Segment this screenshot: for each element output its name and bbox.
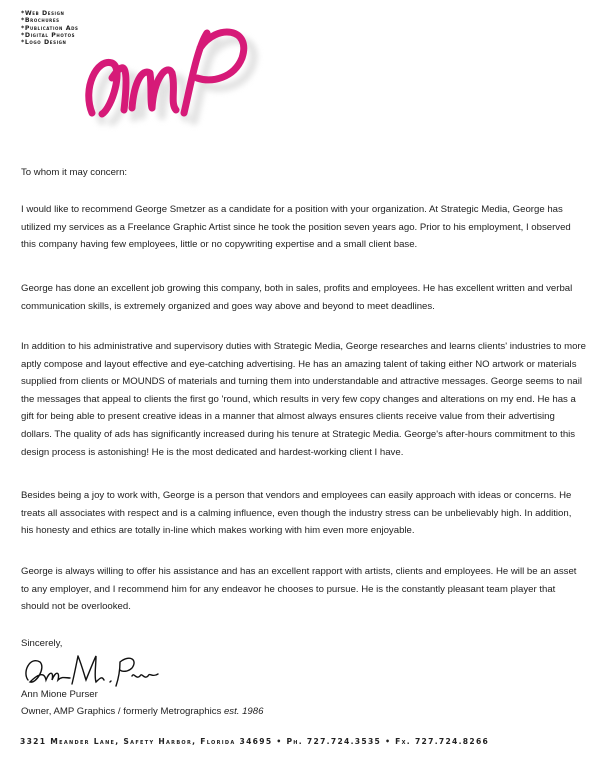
paragraph-closing-remarks: George is always willing to offer his assistance and has an excellent rapport with artists, clients and employees. He will be an asset to any employer, and I recommend him for any endeavor he chooses to pursue. He is the constantly pleasant team player that should not be overlooked. <box>21 566 577 613</box>
paragraph-recommendation: I would like to recommend George Smetzer as a candidate for a position with your organization. At Strategic Media, George has utilized my services as a Freelance Graphic Artist since he took the position seven years ago. Prior to his employment, I observed this company having few employees, little or no copywriting expertise and a small client base. <box>21 204 571 251</box>
signer-title: Owner, AMP Graphics / formerly Metrographics est. 1986 <box>21 706 264 717</box>
footer-address: 3321 Meander Lane, Safety Harbor, Florida 34695 • Ph. 727.724.3535 • Fx. 727.724.8266 <box>20 737 490 746</box>
signer-name: Ann Mione Purser <box>21 689 98 700</box>
services-list <box>21 10 79 46</box>
paragraph-character: Besides being a joy to work with, George is a person that vendors and employees can easily approach with ideas or concerns. He treats all associates with respect and is a calming influence, even though the industry stress can be unbelievably high. In addition, his honesty and ethics are totally in-line which makes working with him even more enjoyable. <box>21 490 572 537</box>
amp-logo <box>72 18 272 133</box>
signature <box>20 650 160 692</box>
closing: Sincerely, <box>21 638 63 649</box>
service-item: *Web Design <box>21 10 65 17</box>
paragraph-duties: In addition to his administrative and supervisory duties with Strategic Media, George researches and learns clients' industries to more aptly compose and layout effective and eye-catching advertising. He has an amazing talent of taking either NO artwork or materials supplied from clients or MOUNDS of materials and turning them into understandable and attractive messages. George seems to nail the messages that appeal to clients the first go 'round, which results in very few copy changes and alterations on my end. He has a gift for being able to present creative ideas in a manner that almost always ensures clients receive value from their advertising dollars. The quality of ads has significantly increased during his tenure at Strategic Media. George's after-hours commitment to this design process is astonishing! He is the most dedicated and hardest-working client I have. <box>21 341 586 458</box>
paragraph-growth: George has done an excellent job growing this company, both in sales, profits and employees. He has excellent written and verbal communication skills, is extremely organized and goes way above and beyond to meet deadlines. <box>21 283 573 312</box>
service-item: *Brochures <box>21 17 60 25</box>
service-item: *Publication Ads <box>21 24 79 32</box>
service-item: *Digital Photos <box>21 31 76 39</box>
service-item: *Logo Design <box>21 39 67 47</box>
established-year: est. 1986 <box>223 706 264 717</box>
greeting: To whom it may concern: <box>21 167 128 178</box>
